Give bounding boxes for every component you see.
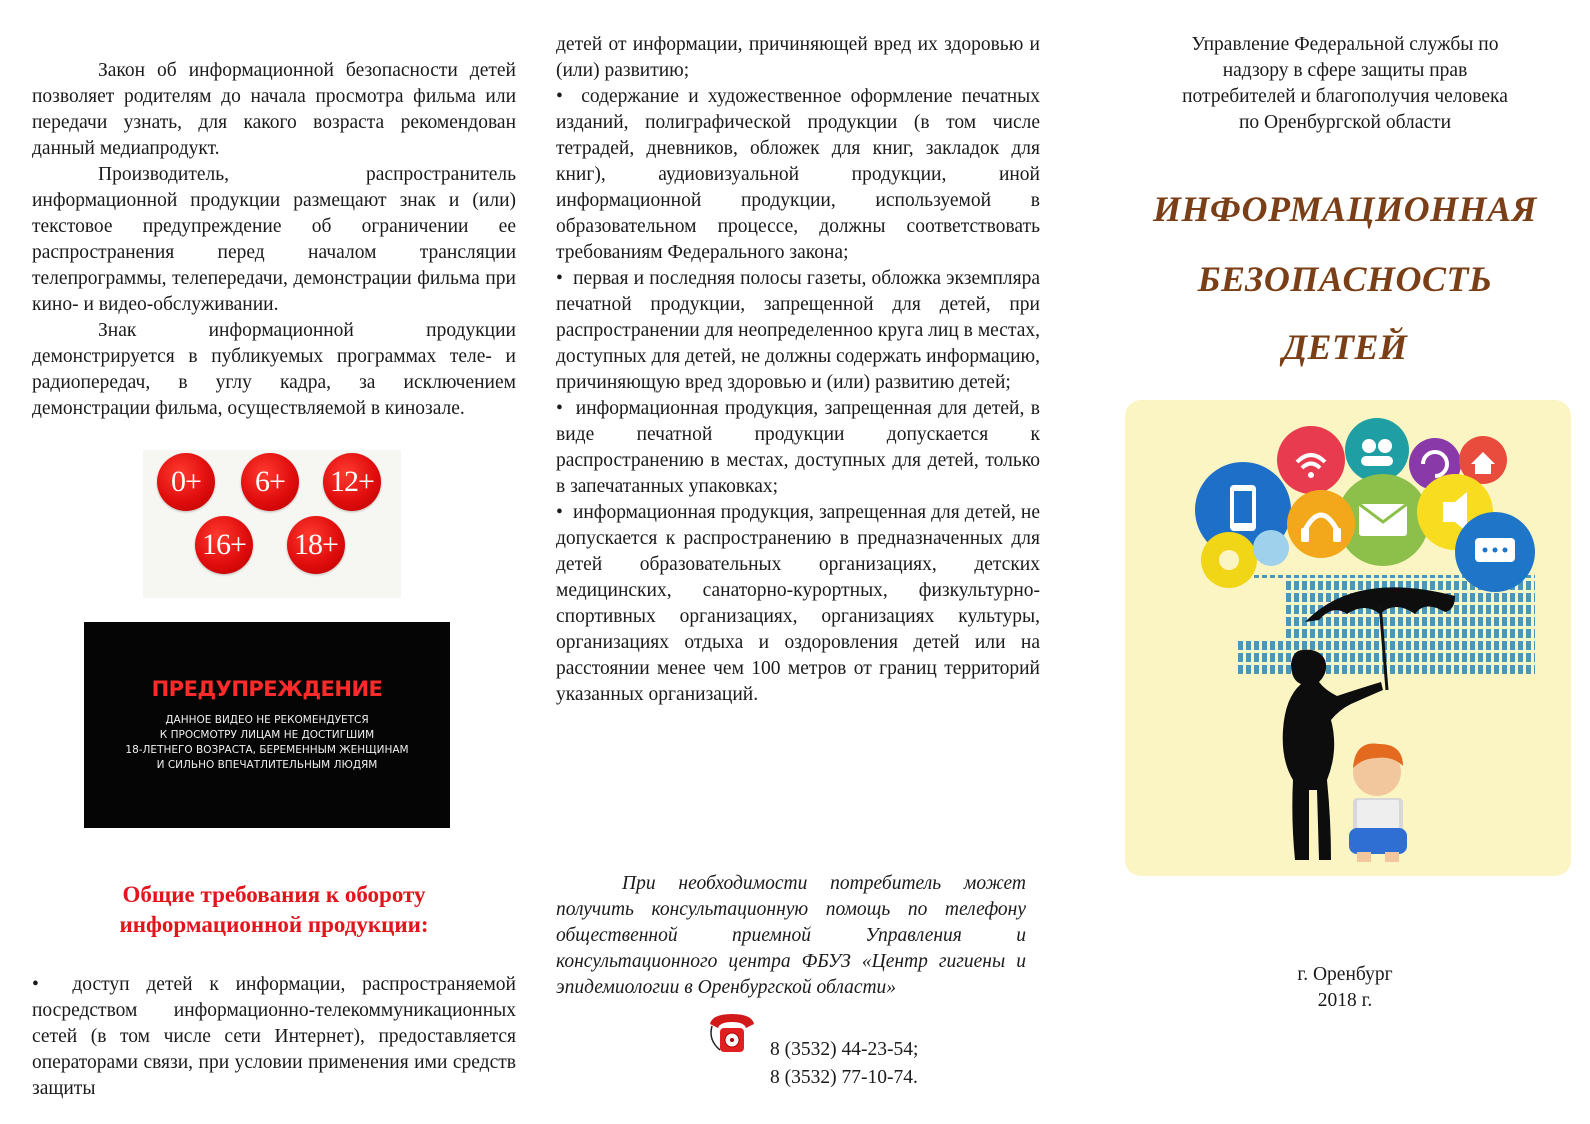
consultation-note: При необходимости потребитель может получить консультационную помощь по телефону общественной приемной Управления и консультационного центра ФБУЗ «Центр гигиены и эпидемиологии в Оренбургской области» <box>556 872 1026 998</box>
title-line: БЕЗОПАСНОСТЬ <box>1197 259 1493 299</box>
year: 2018 г. <box>1317 990 1373 1011</box>
bullet-item: • доступ детей к информации, распространяемой посредством информационно-телекоммуникационных сетей (в том числе сети Интернет), предоставляется операторами связи, при условии применения ими средств защиты <box>32 972 516 1102</box>
requirements-heading <box>32 880 516 940</box>
paragraph: Производитель, распространитель информационной продукции размещают знак и (или) текстовое предупреждение об ограничении ее распространения перед началом трансляции телепрограммы, телепередачи, демонстрации фильма при кино- и видео-обслуживании. <box>32 164 516 315</box>
child-safety-illustration <box>1125 400 1571 876</box>
phone-numbers <box>770 1036 918 1092</box>
title-line: ИНФОРМАЦИОННАЯ <box>1153 189 1537 229</box>
bullet-item: • содержание и художественное оформление печатных изданий, полиграфической продукции (в том числе тетрадей, дневников, обложек для книг, закладок для книг), аудиовизуальной продукции, иной информационной продукции, используемой в образовательном процессе, должны соответствовать требованиям Федерального закона; <box>556 84 1040 266</box>
cover-panel <box>1110 0 1580 1124</box>
telephone-icon <box>706 1010 758 1056</box>
warning-banner <box>84 622 450 828</box>
requirements-list <box>556 32 1040 708</box>
left-panel <box>32 0 516 1124</box>
age-ratings <box>143 450 401 598</box>
warning-line: ДАННОЕ ВИДЕО НЕ РЕКОМЕНДУЕТСЯ <box>165 714 369 726</box>
agency-line: надзору в сфере защиты прав <box>1222 60 1468 81</box>
heading-line: информационной продукции: <box>119 912 429 937</box>
rating-12-icon: 12+ <box>323 453 381 511</box>
warning-line: 18-ЛЕТНЕГО ВОЗРАСТА, БЕРЕМЕННЫМ ЖЕНЩИНАМ <box>125 744 409 756</box>
paragraph: Закон об информационной безопасности детей позволяет родителям до начала просмотра фильма или передачи узнать, для какого возраста рекомендован данный медиапродукт. <box>32 60 516 159</box>
title-line: ДЕТЕЙ <box>1282 327 1408 367</box>
paragraph: Знак информационной продукции демонстрируется в публикуемых программах теле- и радиопередач, в углу кадра, за исключением демонстрации фильма, осуществляемой в кинозале. <box>32 320 516 419</box>
bullet-item: • информационная продукция, запрещенная для детей, в виде печатной продукции допускается к распространению в местах, доступных для детей, только в запечатанных упаковках; <box>556 396 1040 500</box>
phone-number: 8 (3532) 44-23-54; <box>770 1039 919 1060</box>
requirements-list-start <box>32 972 516 1102</box>
bullet-item: • первая и последняя полосы газеты, обложка экземпляра печатной продукции, запрещенной для детей, при распространении для неопределенноо круга лиц в местах, доступных для детей, не должны содержать информацию, причиняющую вред здоровью и (или) развитию детей; <box>556 266 1040 396</box>
place-and-year <box>1110 962 1580 1014</box>
warning-line: К ПРОСМОТРУ ЛИЦАМ НЕ ДОСТИГШИМ <box>159 729 375 741</box>
agency-line: потребителей и благополучия человека <box>1182 86 1508 107</box>
rating-6-icon: 6+ <box>241 453 299 511</box>
intro-text <box>32 58 516 422</box>
warning-body <box>117 713 417 773</box>
middle-panel <box>556 0 1040 1124</box>
city: г. Оренбург <box>1297 964 1393 985</box>
agency-line: Управление Федеральной службы по <box>1191 34 1499 55</box>
rating-0-icon: 0+ <box>157 453 215 511</box>
warning-line: И СИЛЬНО ВПЕЧАТЛИТЕЛЬНЫМ ЛЮДЯМ <box>156 759 378 771</box>
bullet-item-continued: детей от информации, причиняющей вред их здоровью и (или) развитию; <box>556 34 1040 81</box>
rating-16-icon: 16+ <box>195 516 253 574</box>
bullet-item: • информационная продукция, запрещенная для детей, не допускается к распространению в предназначенных для детей образовательных организациях, детских медицинских, санаторно-курортных, физкультурно-спортивных организациях, организациях культуры, организациях отдыха и оздоровления детей или на расстоянии менее чем 100 метров от границ территорий указанных организаций. <box>556 500 1040 708</box>
warning-title: ПРЕДУПРЕЖДЕНИЕ <box>151 677 383 701</box>
agency-line: по Оренбургской области <box>1238 112 1452 133</box>
rating-18-icon: 18+ <box>287 516 345 574</box>
phone-number: 8 (3532) 77-10-74. <box>770 1067 918 1088</box>
heading-line: Общие требования к обороту <box>122 882 426 907</box>
agency-name <box>1110 32 1580 136</box>
